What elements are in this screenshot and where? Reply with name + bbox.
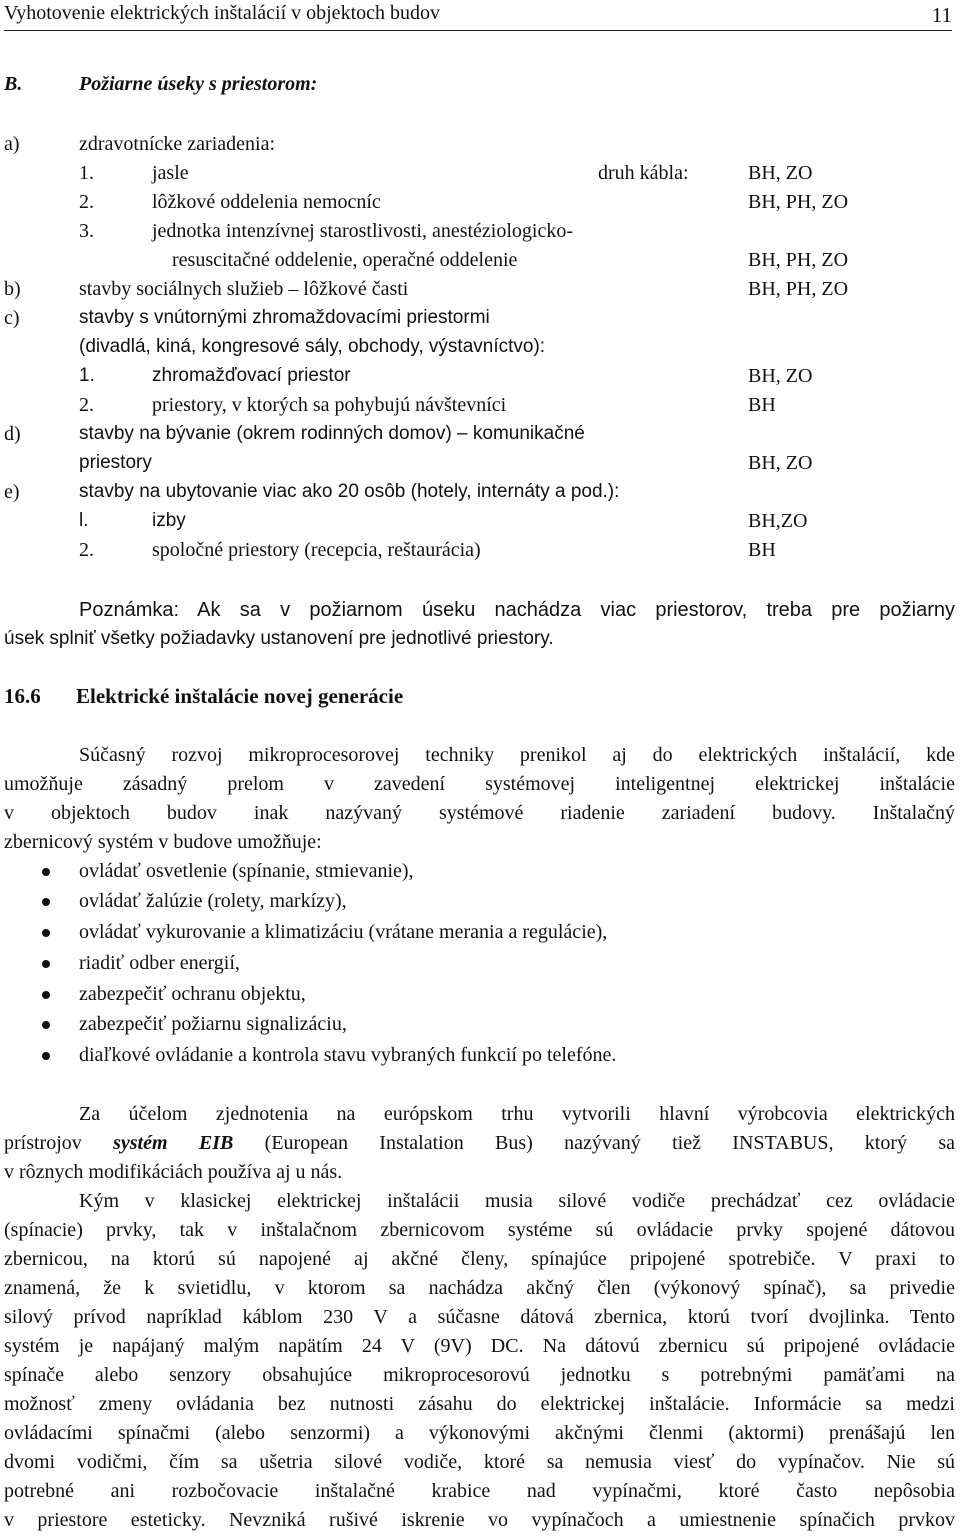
item-a2-num: 2. bbox=[79, 191, 94, 213]
section-number: 16.6 bbox=[4, 684, 41, 708]
para3-line12: v priestore esteticky. Nevzniká rušivé iskrenie vo vypínačoch a umiestnenie spínačich prvkov bbox=[4, 1509, 955, 1531]
para1-line1: Súčasný rozvoj mikroprocesorovej techniky prenikol aj do elektrických inštalácií, kde bbox=[79, 744, 955, 766]
page-number: 11 bbox=[931, 3, 952, 27]
running-header bbox=[4, 0, 952, 31]
item-c1-text: zhromažďovací priestor bbox=[152, 365, 351, 386]
item-c2-num: 2. bbox=[79, 394, 94, 416]
section-b-title: Požiarne úseky s priestorom: bbox=[79, 73, 318, 95]
item-a2-value: BH, PH, ZO bbox=[748, 191, 849, 213]
item-a2-text: lôžkové oddelenia nemocníc bbox=[152, 191, 381, 213]
para1-line2: umožňuje zásadný prelom v zavedení systémovej inteligentnej elektrickej inštalácie bbox=[4, 773, 955, 795]
cable-type-label: druh kábla: bbox=[598, 162, 689, 184]
item-a-label: a) bbox=[4, 133, 20, 155]
para3-line10: dvomi vodičmi, čím sa ušetria silové vodiče, ktoré sa nemusia viesť do vypínačov. Nie sú bbox=[4, 1451, 955, 1473]
item-c1-value: BH, ZO bbox=[748, 365, 813, 387]
item-a1-num: 1. bbox=[79, 162, 94, 184]
bullet-item: riadiť odber energií, bbox=[79, 952, 240, 974]
para3-line3: zbernicou, na ktorú sú napojené aj akčné členy, spínajúce pripojené spotrebiče. V praxi to bbox=[4, 1248, 955, 1270]
item-a-text: zdravotnícke zariadenia: bbox=[79, 133, 275, 155]
item-c-text-line1: stavby s vnútornými zhromaždovacími priestormi bbox=[79, 307, 490, 328]
note-line1: Poznámka: Ak sa v požiarnom úseku nachádza viac priestorov, treba pre požiarny bbox=[79, 599, 955, 621]
para3-line1: Kým v klasickej elektrickej inštalácii musia silové vodiče prechádzať cez ovládacie bbox=[79, 1190, 955, 1212]
para2-line2-start: prístrojov bbox=[4, 1132, 82, 1154]
section-b-letter: B. bbox=[4, 73, 23, 95]
para2-line1: Za účelom zjednotenia na európskom trhu vytvorili hlavní výrobcovia elektrických bbox=[79, 1103, 955, 1125]
item-e2-value: BH bbox=[748, 539, 776, 561]
item-e-text: stavby na ubytovanie viac ako 20 osôb (hotely, internáty a pod.): bbox=[79, 481, 620, 502]
item-b-value: BH, PH, ZO bbox=[748, 278, 849, 300]
para3-line7: spínače alebo senzory obsahujúce mikroprocesorovú jednotku s potrebnými pamäťami na bbox=[4, 1364, 955, 1386]
bullet-item: zabezpečiť požiarnu signalizáciu, bbox=[79, 1013, 347, 1035]
bullet-dot bbox=[42, 898, 50, 906]
item-c2-value: BH bbox=[748, 394, 776, 416]
para2-line3: v rôznych modifikáciách používa aj u nás. bbox=[4, 1161, 343, 1183]
bullet-dot bbox=[42, 868, 50, 876]
para1-line3: v objektoch budov inak nazývaný systémové riadenie zariadení budovy. Inštalačný bbox=[4, 802, 955, 824]
eib-term: systém EIB bbox=[113, 1132, 234, 1154]
bullet-dot bbox=[42, 960, 50, 968]
note-line2: úsek splniť všetky požiadavky ustanovení pre jednotlivé priestory. bbox=[4, 628, 554, 649]
para3-line4: znamená, že k svietidlu, v ktorom sa nachádza akčný člen (výkonový spínač), sa privedie bbox=[4, 1277, 955, 1299]
bullet-item: ovládať vykurovanie a klimatizáciu (vrátane merania a regulácie), bbox=[79, 921, 608, 943]
item-a3-value: BH, PH, ZO bbox=[748, 249, 849, 271]
item-c-label: c) bbox=[4, 307, 20, 329]
item-e1-num: l. bbox=[79, 510, 89, 531]
bullet-dot bbox=[42, 1052, 50, 1060]
para3-line9: ovládacími spínačmi (alebo senzormi) a výkonovými akčnými členmi (aktormi) prenášajú len bbox=[4, 1422, 955, 1444]
item-a3-text-line1: jednotka intenzívnej starostlivosti, anestéziologicko- bbox=[152, 220, 574, 242]
item-c1-num: 1. bbox=[79, 365, 95, 386]
bullet-item: ovládať osvetlenie (spínanie, stmievanie), bbox=[79, 860, 414, 882]
bullet-dot bbox=[42, 929, 50, 937]
item-b-label: b) bbox=[4, 278, 21, 300]
item-d-value: BH, ZO bbox=[748, 452, 813, 474]
item-e2-num: 2. bbox=[79, 539, 94, 561]
item-e-label: e) bbox=[4, 481, 20, 503]
item-d-label: d) bbox=[4, 423, 21, 445]
bullet-item: diaľkové ovládanie a kontrola stavu vybraných funkcií po telefóne. bbox=[79, 1044, 617, 1066]
item-a3-num: 3. bbox=[79, 220, 94, 242]
bullet-item: zabezpečiť ochranu objektu, bbox=[79, 983, 306, 1005]
para3-line6: systém je napájaný malým napätím 24 V (9V) DC. Na dátovú zbernicu sú pripojené ovládacie bbox=[4, 1335, 955, 1357]
item-c2-text: priestory, v ktorých sa pohybujú návštevníci bbox=[152, 394, 507, 416]
item-a1-text: jasle bbox=[152, 162, 189, 184]
item-e1-value: BH,ZO bbox=[748, 510, 808, 532]
para3-line11: potrebné ani rozbočovacie inštalačné krabice nad vypínačmi, ktoré často nepôsobia bbox=[4, 1480, 955, 1502]
para2-line2 bbox=[4, 1130, 955, 1156]
section-heading bbox=[4, 683, 403, 709]
item-b-text: stavby sociálnych služieb – lôžkové časti bbox=[79, 278, 409, 300]
para3-line2: (spínacie) prvky, tak v inštalačnom zbernicovom systéme sú ovládacie prvky spojené dátovou bbox=[4, 1219, 955, 1241]
bullet-dot bbox=[42, 991, 50, 999]
item-d-text-line2: priestory bbox=[79, 452, 152, 473]
item-d-text-line1: stavby na bývanie (okrem rodinných domov) – komunikačné bbox=[79, 423, 585, 444]
bullet-dot bbox=[42, 1021, 50, 1029]
para3-line8: možnosť zmeny ovládania bez nutnosti zásahu do elektrickej inštalácie. Informácie sa medzi bbox=[4, 1393, 955, 1415]
item-a1-value: BH, ZO bbox=[748, 162, 813, 184]
item-a3-text-line2: resuscitačné oddelenie, operačné oddelenie bbox=[172, 249, 518, 271]
para2-line2-end: (European Instalation Bus) nazývaný tiež INSTABUS, ktorý sa bbox=[264, 1132, 956, 1154]
bullet-item: ovládať žalúzie (rolety, markízy), bbox=[79, 890, 347, 912]
item-e1-text: izby bbox=[152, 510, 186, 531]
item-e2-text: spoločné priestory (recepcia, reštaurácia) bbox=[152, 539, 481, 561]
section-title: Elektrické inštalácie novej generácie bbox=[76, 684, 404, 708]
para3-line5: silový prívod napríklad káblom 230 V a súčasne dátová zbernica, ktorú tvorí dvojlinka. Tento bbox=[4, 1306, 955, 1328]
header-title: Vyhotovenie elektrických inštalácií v objektoch budov bbox=[4, 2, 440, 24]
item-c-text-line2: (divadlá, kiná, kongresové sály, obchody, výstavníctvo): bbox=[79, 336, 546, 357]
para1-line4: zbernicový systém v budove umožňuje: bbox=[4, 831, 322, 853]
